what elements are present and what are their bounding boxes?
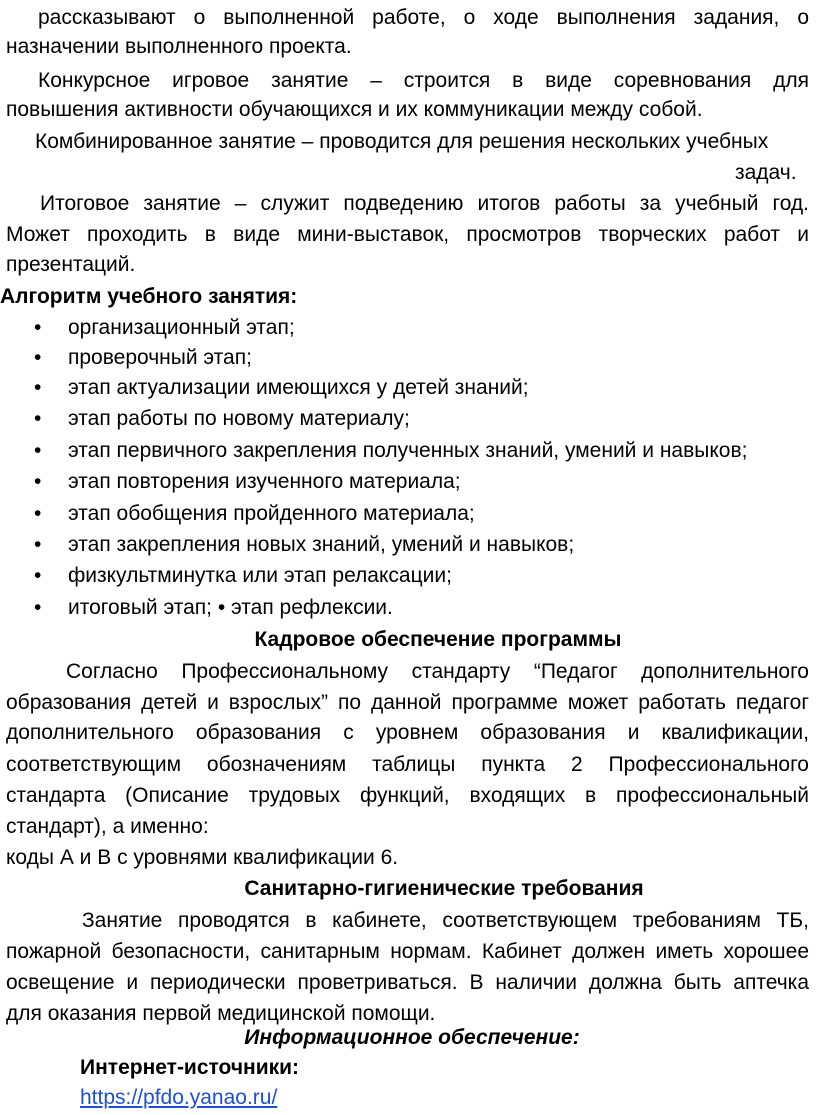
internet-sources-heading: Интернет-источники: xyxy=(80,1056,300,1079)
bullet-icon: • xyxy=(34,316,42,339)
list-item-text: этап работы по новому материалу; xyxy=(68,407,410,430)
itog-line-3: презентаций. xyxy=(6,253,136,276)
kadrovoe-line-1: Согласно Профессиональному стандарту “Педагог дополнительного xyxy=(66,660,809,683)
bullet-icon: • xyxy=(34,596,42,619)
list-item-text: этап повторения изученного материала; xyxy=(68,470,461,493)
itog-line-2: Может проходить в виде мини-выставок, просмотров творческих работ и xyxy=(6,223,809,246)
kadrovoe-line-4: соответствующим обозначениям таблицы пункта 2 Профессионального xyxy=(6,753,809,776)
sanitary-heading: Санитарно-гигиенические требования xyxy=(244,877,644,900)
kadrovoe-heading: Кадровое обеспечение программы xyxy=(254,628,622,651)
kadrovoe-line-7: коды А и В с уровнями квалификации 6. xyxy=(6,846,399,869)
sanitary-line-2: пожарной безопасности, санитарным нормам. Кабинет должен иметь хорошее xyxy=(6,940,809,963)
sanitary-line-3: освещение и периодически проветриваться. В наличии должна быть аптечка xyxy=(6,971,809,994)
kadrovoe-line-3: дополнительного образования с уровнем образования и квалификации, xyxy=(6,721,809,744)
list-item-text: организационный этап; xyxy=(68,316,295,339)
sanitary-line-4: для оказания первой медицинской помощи. xyxy=(6,1002,436,1025)
pfdo-link[interactable]: https://pfdo.yanao.ru/ xyxy=(80,1086,278,1109)
intro-line-2: назначении выполненного проекта. xyxy=(6,35,352,58)
kombi-line-1: Комбинированное занятие – проводится для решения нескольких учебных xyxy=(35,130,769,153)
list-item-text: физкультминутка или этап релаксации; xyxy=(68,564,452,587)
list-item-text: этап закрепления новых знаний, умений и навыков; xyxy=(68,533,575,556)
kadrovoe-line-2: образования детей и взрослых” по данной программе может работать педагог xyxy=(6,691,809,714)
list-item-text: этап актуализации имеющихся у детей знаний; xyxy=(68,376,529,399)
itog-line-1: Итоговое занятие – служит подведению итогов работы за учебный год. xyxy=(40,192,809,215)
list-item-text: проверочный этап; xyxy=(68,346,252,369)
intro-line-1: рассказывают о выполненной работе, о ходе выполнения задания, о xyxy=(38,6,809,29)
bullet-icon: • xyxy=(34,407,42,430)
source-link-line xyxy=(80,1083,277,1112)
sanitary-line-1: Занятие проводятся в кабинете, соответствующем требованиям ТБ, xyxy=(82,909,809,932)
bullet-icon: • xyxy=(34,564,42,587)
konkurs-line-2: повышения активности обучающихся и их коммуникации между собой. xyxy=(6,98,703,121)
bullet-icon: • xyxy=(34,470,42,493)
list-item-text: этап первичного закрепления полученных знаний, умений и навыков; xyxy=(68,439,748,462)
list-item-text: этап обобщения пройденного материала; xyxy=(68,502,475,525)
kombi-line-2: задач. xyxy=(735,161,797,184)
bullet-icon: • xyxy=(34,533,42,556)
kadrovoe-line-5: стандарта (Описание трудовых функций, входящих в профессиональный xyxy=(6,784,809,807)
kadrovoe-line-6: стандарт), а именно: xyxy=(6,815,209,838)
bullet-icon: • xyxy=(34,439,42,462)
bullet-icon: • xyxy=(34,376,42,399)
info-heading: Информационное обеспечение: xyxy=(244,1026,580,1049)
konkurs-line-1: Конкурсное игровое занятие – строится в виде соревнования для xyxy=(38,69,809,92)
list-item-text: итоговый этап; • этап рефлексии. xyxy=(68,596,393,619)
bullet-icon: • xyxy=(34,346,42,369)
bullet-icon: • xyxy=(34,502,42,525)
algorithm-heading: Алгоритм учебного занятия: xyxy=(0,285,298,308)
